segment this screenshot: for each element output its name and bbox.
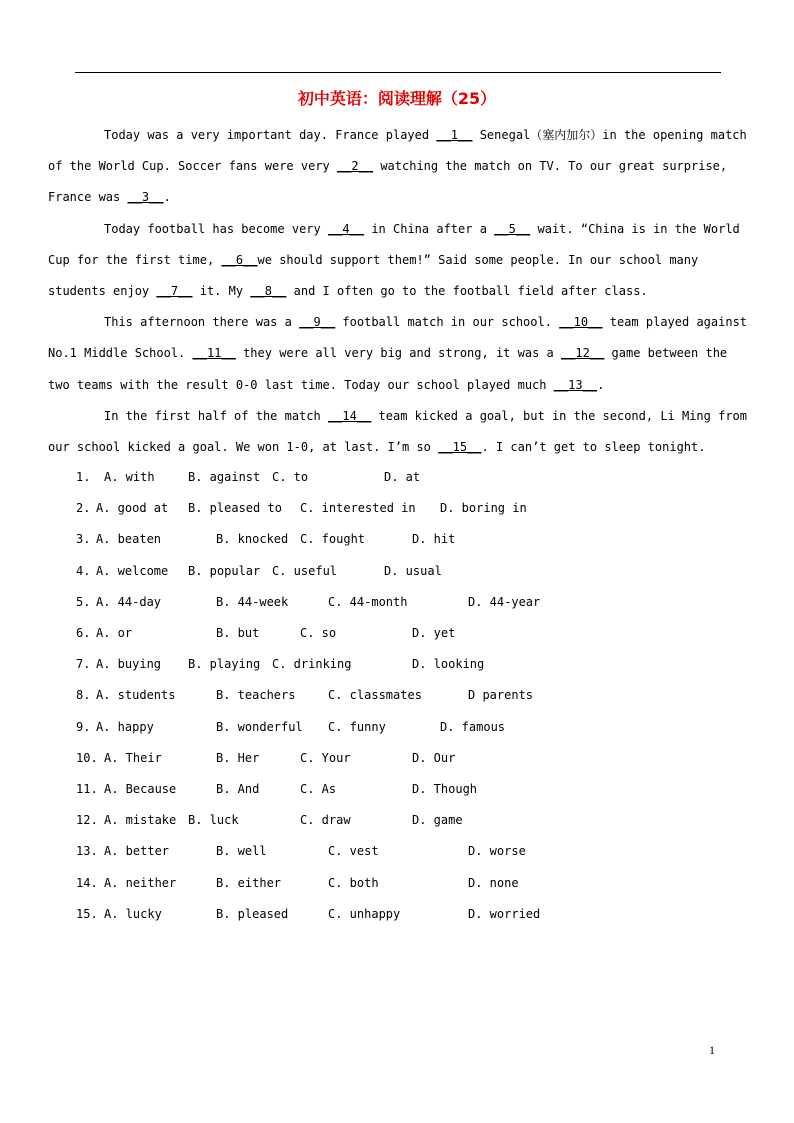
- question-5: [76, 592, 676, 612]
- blank-10: __10__: [559, 315, 603, 330]
- question-1: [76, 467, 676, 487]
- num: 15.: [76, 906, 98, 921]
- option-d: D. worse: [468, 844, 526, 859]
- blank-2: __2__: [336, 159, 374, 174]
- text: students enjoy: [48, 284, 157, 299]
- text: watching the match on TV. To our great surprise,: [373, 159, 728, 174]
- option-c: C. useful: [272, 563, 338, 578]
- option-d: D. 44-year: [468, 594, 541, 609]
- option-c: C. drinking: [272, 657, 352, 672]
- num: 6.: [76, 626, 91, 640]
- blank-14: __14__: [327, 408, 372, 423]
- num: 12.: [76, 813, 98, 828]
- option-c: C. both: [328, 875, 379, 890]
- option-c: C. As: [300, 782, 337, 796]
- option-a: A. welcome: [96, 563, 169, 578]
- option-b: B. either: [216, 875, 282, 890]
- text: Today was a very important day. France played: [104, 128, 437, 142]
- option-d: D. at: [384, 470, 421, 484]
- num: 11.: [76, 782, 98, 796]
- question-12: [76, 810, 676, 830]
- question-2: [76, 498, 676, 518]
- text: and I often go to the football field after class.: [286, 284, 648, 299]
- option-a: A. neither: [104, 875, 177, 890]
- text: Senegal（塞内加尔）in the opening match: [472, 128, 747, 142]
- text: In the first half of the match: [104, 408, 328, 423]
- option-d: D. famous: [440, 719, 506, 734]
- passage-paragraph-1: [48, 120, 756, 214]
- question-4: [76, 561, 676, 581]
- option-c: C. 44-month: [328, 594, 408, 609]
- passage: [48, 120, 756, 463]
- option-c: C. vest: [328, 844, 379, 859]
- option-c: C. Your: [300, 750, 351, 765]
- option-a: A. students: [96, 688, 176, 703]
- text: team played against: [602, 315, 748, 330]
- question-13: [76, 841, 676, 861]
- text: we should support them!” Said some people. In our school many: [257, 252, 699, 267]
- option-a: A. or: [96, 626, 133, 640]
- page-title: 初中英语：阅读理解（25）: [297, 89, 497, 108]
- blank-5: __5__: [494, 221, 531, 236]
- text: This afternoon there was a: [104, 315, 300, 330]
- option-d: D. usual: [384, 563, 442, 578]
- option-a: A. Their: [104, 750, 162, 765]
- option-d: D. hit: [412, 532, 456, 547]
- question-6: [76, 623, 676, 643]
- question-9: [76, 717, 676, 737]
- blank-3: __3__: [127, 190, 164, 205]
- option-d: D. none: [468, 875, 519, 890]
- text: .: [597, 377, 605, 392]
- text: . I can’t get to sleep tonight.: [481, 440, 706, 455]
- option-c: C. unhappy: [328, 906, 401, 921]
- question-14: [76, 873, 676, 893]
- text: Cup for the first time,: [48, 252, 222, 267]
- header-rule: [75, 72, 721, 73]
- option-b: B. popular: [188, 563, 261, 578]
- text: France was: [48, 190, 128, 205]
- option-c: C. draw: [300, 813, 351, 828]
- option-a: A. Because: [104, 782, 177, 796]
- option-c: C. to: [272, 470, 309, 484]
- option-b: B. teachers: [216, 688, 296, 703]
- text: team kicked a goal, but in the second, Li Ming from: [371, 408, 748, 423]
- blank-11: __11__: [192, 346, 236, 361]
- page-number: 1: [709, 1043, 715, 1057]
- question-3: [76, 529, 676, 549]
- num: 8.: [76, 688, 91, 703]
- text: two teams with the result 0-0 last time. Today our school played much: [48, 377, 554, 392]
- passage-paragraph-2: [48, 214, 756, 308]
- option-a: A. 44-day: [96, 594, 162, 609]
- question-11: [76, 779, 676, 799]
- option-a: A. beaten: [96, 532, 162, 547]
- option-d: D. looking: [412, 657, 485, 672]
- blank-9: __9__: [299, 315, 336, 330]
- question-10: [76, 748, 676, 768]
- question-7: [76, 654, 676, 674]
- option-c: C. so: [300, 626, 337, 640]
- option-b: B. pleased to: [188, 501, 282, 516]
- text: game between the: [604, 346, 728, 361]
- text: No.1 Middle School.: [48, 346, 193, 361]
- text: our school kicked a goal. We won 1-0, at last. I’m so: [48, 440, 439, 455]
- option-d: D. Though: [412, 782, 478, 796]
- option-b: B. 44-week: [216, 594, 289, 609]
- num: 9.: [76, 719, 91, 734]
- option-b: B. And: [216, 782, 260, 796]
- option-d: D. yet: [412, 626, 456, 640]
- option-d: D. Our: [412, 750, 456, 765]
- blank-7: __7__: [156, 284, 193, 299]
- num: 14.: [76, 875, 98, 890]
- option-d: D. game: [412, 813, 463, 828]
- option-c: C. classmates: [328, 688, 422, 703]
- num: 2.: [76, 501, 91, 516]
- num: 13.: [76, 844, 98, 859]
- option-a: A. good at: [96, 501, 169, 516]
- text: Today football has become very: [104, 221, 328, 236]
- option-d: D parents: [468, 688, 534, 703]
- num: 1.: [76, 470, 91, 484]
- option-c: C. fought: [300, 532, 366, 547]
- option-b: B. but: [216, 626, 260, 640]
- question-15: [76, 904, 676, 924]
- option-b: B. knocked: [216, 532, 289, 547]
- option-c: C. funny: [328, 719, 386, 734]
- option-c: C. interested in: [300, 501, 416, 516]
- passage-paragraph-4: [48, 401, 756, 463]
- blank-8: __8__: [250, 284, 287, 299]
- num: 5.: [76, 594, 91, 609]
- option-b: B. well: [216, 844, 267, 859]
- option-a: A. lucky: [104, 906, 162, 921]
- option-d: D. worried: [468, 906, 541, 921]
- blank-13: __13__: [553, 377, 598, 392]
- option-b: B. against: [188, 470, 261, 484]
- option-b: B. playing: [188, 657, 261, 672]
- option-a: A. mistake: [104, 813, 177, 828]
- text: .: [163, 190, 171, 205]
- text: wait. “China is in the World: [530, 221, 740, 236]
- option-b: B. wonderful: [216, 719, 303, 734]
- option-b: B. Her: [216, 750, 260, 765]
- text: of the World Cup. Soccer fans were very: [48, 159, 337, 174]
- option-b: B. luck: [188, 813, 239, 828]
- option-a: A. buying: [96, 657, 162, 672]
- num: 4.: [76, 563, 91, 578]
- option-a: A. better: [104, 844, 170, 859]
- text: it. My: [192, 284, 251, 299]
- blank-1: __1__: [436, 128, 473, 142]
- num: 7.: [76, 657, 91, 672]
- option-b: B. pleased: [216, 906, 289, 921]
- passage-paragraph-3: [48, 307, 756, 401]
- blank-4: __4__: [327, 221, 365, 236]
- text: they were all very big and strong, it was a: [235, 346, 561, 361]
- option-d: D. boring in: [440, 501, 527, 516]
- option-a: A. happy: [96, 719, 154, 734]
- option-a: A. with: [104, 470, 155, 484]
- blank-6: __6__: [221, 252, 258, 267]
- question-8: [76, 685, 676, 705]
- blank-12: __12__: [560, 346, 605, 361]
- text: football match in our school.: [335, 315, 560, 330]
- num: 3.: [76, 532, 91, 547]
- num: 10.: [76, 750, 98, 765]
- text: in China after a: [364, 221, 495, 236]
- blank-15: __15__: [438, 440, 482, 455]
